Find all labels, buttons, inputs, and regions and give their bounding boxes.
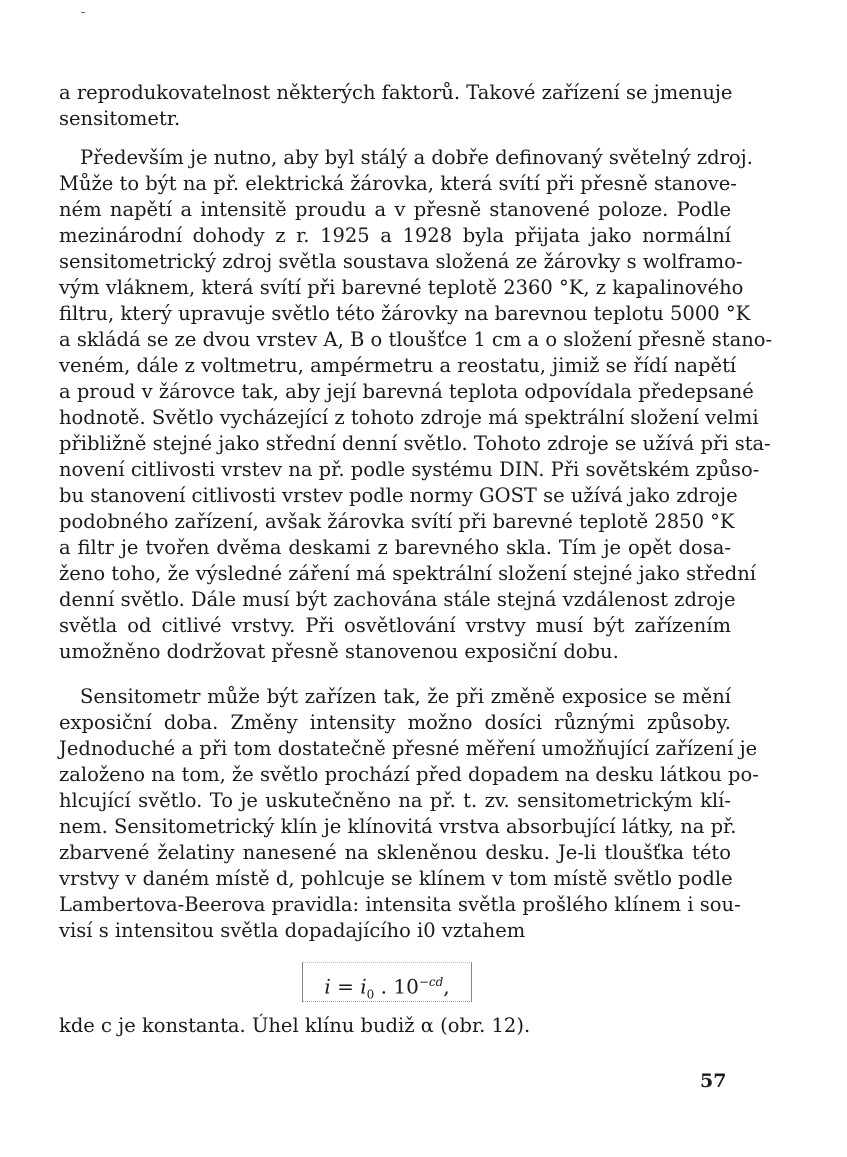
- text-line: zbarvené želatiny nanesené na skleněnou desku. Je-li tloušťka této: [59, 841, 731, 864]
- text-line: hlcující světlo. To je uskutečněno na př. t. zv. sensitometrickým klí-: [59, 789, 731, 812]
- text-line: veném, dále z voltmetru, ampérmetru a reostatu, jimiž se řídí napětí: [59, 354, 737, 377]
- page-number: 57: [700, 1070, 727, 1092]
- formula-lhs: i: [324, 974, 331, 999]
- text-line: a reprodukovatelnost některých faktorů. Takové zařízení se jmenuje: [59, 81, 733, 104]
- text-line: mezinárodní dohody z r. 1925 a 1928 byla přijata jako normální: [59, 224, 731, 247]
- text-line: vrstvy v daném místě d, pohlcuje se klínem v tom místě světlo podle: [59, 867, 733, 890]
- text-line: denní světlo. Dále musí být zachována stále stejná vzdálenost zdroje: [59, 588, 736, 611]
- text-line: ženo toho, že výsledné záření má spektrální složení stejné jako střední: [59, 562, 757, 585]
- text-line: Jednoduché a při tom dostatečně přesné měření umožňující zařízení je: [59, 737, 758, 760]
- text-line: ném napětí a intensitě proudu a v přesně stanovené poloze. Podle: [59, 198, 731, 221]
- text-line: Lambertova-Beerova pravidla: intensita světla prošlého klínem i sou-: [59, 893, 741, 916]
- formula-comma: ,: [443, 974, 450, 999]
- text-line: světla od citlivé vrstvy. Při osvětlování vrstvy musí být zařízením: [59, 614, 731, 637]
- formula-box: [302, 962, 472, 1002]
- formula-dot: .: [380, 974, 387, 999]
- text-line: založeno na tom, že světlo prochází před dopadem na desku látkou po-: [59, 763, 759, 786]
- text-line: nem. Sensitometrický klín je klínovitá vrstva absorbující látky, na př.: [59, 815, 737, 838]
- formula-ten: 10: [393, 974, 419, 999]
- formula-subscript: 0: [366, 987, 375, 1002]
- text-line: a skládá se ze dvou vrstev A, B o tloušťce 1 cm a o složení přesně stano-: [59, 328, 773, 351]
- text-line: kde c je konstanta. Úhel klínu budiž α (obr. 12).: [59, 1014, 531, 1037]
- text-line: Může to být na př. elektrická žárovka, která svítí při přesně stanove-: [59, 172, 737, 195]
- formula-rhs-base: i: [360, 974, 367, 999]
- scan-speck: [81, 12, 85, 13]
- text-line: vým vláknem, která svítí při barevné teplotě 2360 °K, z kapalinového: [59, 276, 744, 299]
- text-line: exposiční doba. Změny intensity možno dosíci různými způsoby.: [59, 711, 731, 734]
- formula-equals: =: [337, 974, 354, 999]
- text-line: hodnotě. Světlo vycházející z tohoto zdroje má spektrální složení velmi: [59, 406, 759, 429]
- text-line: bu stanovení citlivosti vrstev podle normy GOST se užívá jako zdroje: [59, 484, 738, 507]
- text-line: Sensitometr může být zařízen tak, že při změně exposice se mění: [80, 685, 731, 708]
- text-line: umožněno dodržovat přesně stanovenou exposiční dobu.: [59, 640, 619, 663]
- formula-exponent: −cd: [418, 975, 444, 989]
- text-line: sensitometr.: [59, 107, 181, 130]
- text-line: novení citlivosti vrstev na př. podle systému DIN. Při sovětském způso-: [59, 458, 760, 481]
- text-line: a proud v žárovce tak, aby její barevná teplota odpovídala předepsané: [59, 380, 754, 403]
- text-line: přibližně stejné jako střední denní světlo. Tohoto zdroje se užívá při sta-: [59, 432, 771, 455]
- text-line: sensitometrický zdroj světla soustava složená ze žárovky s wolframo-: [59, 250, 743, 273]
- text-line: filtru, který upravuje světlo této žárovky na barevnou teplotu 5000 °K: [59, 302, 751, 325]
- text-line: a filtr je tvořen dvěma deskami z barevného skla. Tím je opět dosa-: [59, 536, 731, 559]
- text-line: podobného zařízení, avšak žárovka svítí při barevné teplotě 2850 °K: [59, 510, 735, 533]
- text-line: Především je nutno, aby byl stálý a dobře definovaný světelný zdroj.: [80, 146, 753, 169]
- text-line: visí s intensitou světla dopadajícího i0 vztahem: [59, 919, 526, 942]
